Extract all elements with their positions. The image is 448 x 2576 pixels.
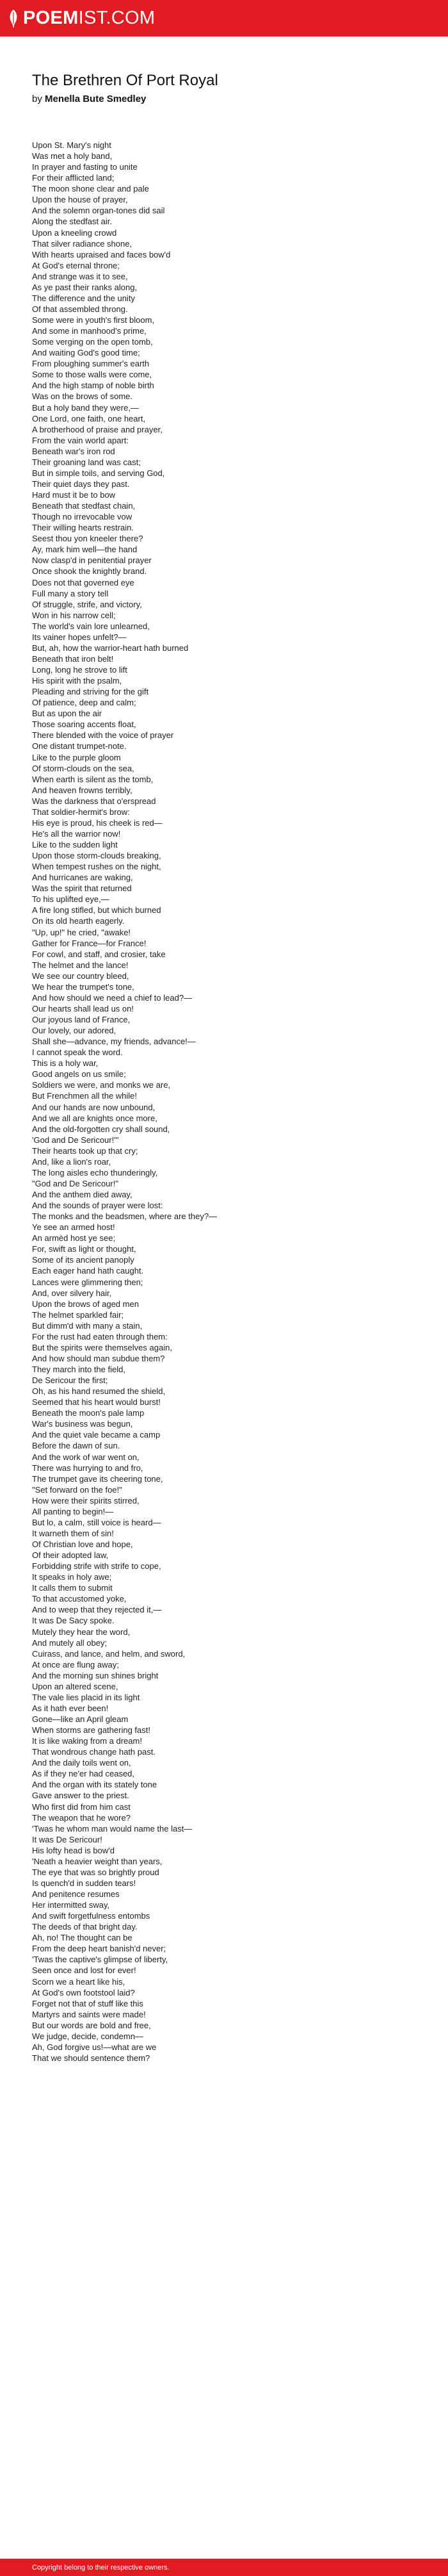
poem-line: An armèd host ye see; bbox=[32, 1233, 116, 1243]
site-footer bbox=[0, 2559, 448, 2576]
poem-line: Was on the brows of some. bbox=[32, 391, 133, 402]
poem-line: Does not that governed eye bbox=[32, 577, 134, 587]
poem-line: 'Twas the captive's glimpse of liberty, bbox=[32, 1955, 168, 1965]
poem-line: From the vain world apart: bbox=[32, 435, 129, 445]
poem-line: And the anthem died away, bbox=[32, 1190, 132, 1199]
poem-line: As if they ne'er had ceased, bbox=[32, 1769, 135, 1779]
poem-line: And our hands are now unbound, bbox=[32, 1102, 156, 1112]
poem-line: Now clasp'd in penitential prayer bbox=[32, 555, 152, 566]
poem-line: Gather for France—for France! bbox=[32, 938, 147, 948]
poem-line: Shall she—advance, my friends, advance!— bbox=[32, 1037, 196, 1047]
poem-line: Good angels on us smile; bbox=[32, 1069, 126, 1079]
poem-line: Though no irrevocable vow bbox=[32, 512, 132, 522]
poem-line: Mutely they hear the word, bbox=[32, 1627, 131, 1637]
poem-line: And, like a lion's roar, bbox=[32, 1156, 111, 1167]
poem-line: The helmet and the lance! bbox=[32, 960, 129, 970]
poem-line: Is quench'd in sudden tears! bbox=[32, 1878, 136, 1888]
poem-line: His lofty head is bow'd bbox=[32, 1845, 115, 1855]
poem-line: One distant trumpet-note. bbox=[32, 741, 127, 751]
poem-line: Some were in youth's first bloom, bbox=[32, 315, 155, 325]
poem-line: The vale lies placid in its light bbox=[32, 1692, 140, 1702]
byline-label: by bbox=[32, 94, 42, 104]
poem-line: And the organ with its stately tone bbox=[32, 1780, 157, 1790]
poem-line: That silver radiance shone, bbox=[32, 238, 132, 249]
poem-line: Gave answer to the priest. bbox=[32, 1791, 129, 1801]
poem-line: That wondrous change hath past. bbox=[32, 1747, 156, 1757]
poem-line: Full many a story tell bbox=[32, 588, 109, 598]
poem-line: Ah, no! The thought can be bbox=[32, 1933, 132, 1943]
poem-line: Gone—like an April gleam bbox=[32, 1714, 129, 1724]
logo-secondary-text: IST.COM bbox=[78, 8, 156, 28]
poem-line: From the deep heart banish'd never; bbox=[32, 1944, 166, 1954]
poem-line: For their afflicted land; bbox=[32, 173, 115, 183]
poem-line: Like to the sudden light bbox=[32, 840, 118, 849]
poem-line: Oh, as his hand resumed the shield, bbox=[32, 1386, 166, 1397]
poem-line: But the spirits were themselves again, bbox=[32, 1342, 172, 1352]
poem-title: The Brethren Of Port Royal bbox=[32, 72, 218, 89]
poem-line: And to weep that they rejected it,— bbox=[32, 1605, 162, 1615]
poem-line: Forget not that of stuff like this bbox=[32, 1998, 143, 2008]
poem-line: To his uplifted eye,— bbox=[32, 894, 109, 905]
poem-line: It warneth them of sin! bbox=[32, 1528, 114, 1538]
poem-line: Of that assembled throng. bbox=[32, 304, 128, 314]
poem-line: His spirit with the psalm, bbox=[32, 676, 122, 686]
poem-line: Hard must it be to bow bbox=[32, 490, 116, 500]
poem-line: Beneath the moon's pale lamp bbox=[32, 1408, 145, 1418]
poem-body bbox=[32, 140, 416, 2063]
poem-line: A brotherhood of praise and prayer, bbox=[32, 424, 163, 434]
poem-line: Some verging on the open tomb, bbox=[32, 337, 153, 347]
poem-line: But in simple toils, and serving God, bbox=[32, 468, 165, 478]
poem-line: It calls them to submit bbox=[32, 1583, 113, 1593]
poem-line: For the rust had eaten through them: bbox=[32, 1331, 168, 1341]
poem-line: Of patience, deep and calm; bbox=[32, 698, 136, 708]
poem-line: It was De Sericour! bbox=[32, 1834, 102, 1844]
poem-line: 'God and De Sericour!'" bbox=[32, 1135, 119, 1145]
poem-line: And the morning sun shines bright bbox=[32, 1670, 159, 1680]
poem-line: Who first did from him cast bbox=[32, 1801, 131, 1812]
poem-line: Ye see an armed host! bbox=[32, 1222, 115, 1233]
poem-line: Beneath war's iron rod bbox=[32, 446, 115, 456]
poem-line: Upon the brows of aged men bbox=[32, 1299, 139, 1309]
poem-line: The helmet sparkled fair; bbox=[32, 1309, 124, 1320]
poem-line: It was De Sacy spoke. bbox=[32, 1616, 115, 1626]
poem-line: 'Twas he whom man would name the last— bbox=[32, 1823, 193, 1834]
poem-line: The weapon that he wore? bbox=[32, 1812, 131, 1823]
poem-line: Long, long he strove to lift bbox=[32, 665, 127, 675]
poem-line: The moon shone clear and pale bbox=[32, 184, 149, 194]
poem-line: And the work of war went on, bbox=[32, 1452, 140, 1462]
poem-line: And swift forgetfulness entombs bbox=[32, 1911, 150, 1921]
poem-line: We judge, decide, condemn— bbox=[32, 2031, 143, 2041]
poem-line: And heaven frowns terribly, bbox=[32, 785, 132, 795]
poem-line: Seest thou yon kneeler there? bbox=[32, 534, 143, 544]
poem-line: On its old hearth eagerly. bbox=[32, 916, 125, 926]
poem-line: We hear the trumpet's tone, bbox=[32, 981, 134, 992]
poem-line: How were their spirits stirred, bbox=[32, 1495, 140, 1505]
poem-line: His eye is proud, his cheek is red— bbox=[32, 817, 163, 828]
poem-line: Won in his narrow cell; bbox=[32, 610, 116, 620]
poem-line: With hearts upraised and faces bow'd bbox=[32, 249, 171, 259]
poem-line: There was hurrying to and fro, bbox=[32, 1463, 143, 1473]
poem-line: They march into the field, bbox=[32, 1365, 125, 1374]
poem-line: Of their adopted law, bbox=[32, 1550, 109, 1561]
poem-line: Pleading and striving for the gift bbox=[32, 687, 149, 697]
poem-line: And some in manhood's prime, bbox=[32, 326, 147, 336]
poem-line: Like to the purple gloom bbox=[32, 752, 121, 762]
poem-line: For cowl, and staff, and crosier, take bbox=[32, 949, 166, 959]
poem-line: A fire long stifled, but which burned bbox=[32, 905, 161, 915]
poem-line: Along the stedfast air. bbox=[32, 217, 113, 227]
poem-line: That we should sentence them? bbox=[32, 2053, 150, 2063]
poem-line: And how should man subdue them? bbox=[32, 1353, 165, 1363]
poem-line: The trumpet gave its cheering tone, bbox=[32, 1473, 163, 1484]
poem-line: Upon St. Mary's night bbox=[32, 140, 111, 150]
poem-line: This is a holy war, bbox=[32, 1058, 99, 1069]
poem-line: Lances were glimmering then; bbox=[32, 1277, 143, 1287]
poem-line: I cannot speak the word. bbox=[32, 1047, 123, 1058]
poem-line: As ye past their ranks along, bbox=[32, 282, 138, 292]
poem-line: But Frenchmen all the while! bbox=[32, 1091, 138, 1101]
poem-line: Ay, mark him well—the hand bbox=[32, 545, 138, 555]
poem-line: There blended with the voice of prayer bbox=[32, 730, 174, 741]
poem-line: Our lovely, our adored, bbox=[32, 1026, 116, 1036]
poem-line: 'Neath a heavier weight than years, bbox=[32, 1856, 163, 1866]
poem-line: Forbidding strife with strife to cope, bbox=[32, 1561, 161, 1571]
poem-line: Our hearts shall lead us on! bbox=[32, 1003, 134, 1013]
poem-line: But our words are bold and free, bbox=[32, 2020, 151, 2030]
poem-line: Those soaring accents float, bbox=[32, 719, 136, 730]
poem-line: Its vainer hopes unfelt?— bbox=[32, 632, 127, 642]
poem-line: The long aisles echo thunderingly, bbox=[32, 1167, 158, 1177]
poem-line: And the quiet vale became a camp bbox=[32, 1430, 161, 1440]
poem-line: Cuirass, and lance, and helm, and sword, bbox=[32, 1648, 186, 1659]
poem-line: Upon an altered scene, bbox=[32, 1681, 118, 1691]
poem-line: The world's vain lore unlearned, bbox=[32, 621, 150, 631]
poem-line: And the old-forgotten cry shall sound, bbox=[32, 1124, 170, 1134]
author-link[interactable]: Menella Bute Smedley bbox=[45, 94, 147, 104]
poem-line: To that accustomed yoke, bbox=[32, 1594, 127, 1604]
poem-line: But a holy band they were,— bbox=[32, 402, 139, 413]
poem-line: From ploughing summer's earth bbox=[32, 359, 150, 369]
poem-line: Some to those walls were come, bbox=[32, 370, 152, 380]
poem-line: That soldier-hermit's brow: bbox=[32, 807, 130, 817]
poem-line: At God's own footstool laid? bbox=[32, 1987, 135, 1998]
logo-wordmark bbox=[23, 9, 155, 28]
poem-line: When storms are gathering fast! bbox=[32, 1725, 150, 1735]
poem-line: Was the spirit that returned bbox=[32, 883, 132, 894]
poem-line: Their groaning land was cast; bbox=[32, 457, 141, 467]
poem-line: As it hath ever been! bbox=[32, 1703, 109, 1713]
poem-line: Of Christian love and hope, bbox=[32, 1539, 133, 1549]
poem-line: And mutely all obey; bbox=[32, 1637, 108, 1648]
site-logo-link[interactable] bbox=[8, 9, 155, 28]
poem-line: "Up, up!" he cried, "awake! bbox=[32, 927, 131, 937]
poem-line: And the daily toils went on, bbox=[32, 1758, 131, 1768]
poem-line: The deeds of that bright day. bbox=[32, 1922, 138, 1932]
poem-line: We see our country bleed, bbox=[32, 971, 129, 981]
poem-byline bbox=[32, 94, 146, 104]
poem-line: But, ah, how the warrior-heart hath burned bbox=[32, 643, 189, 653]
poem-line: And, over silvery hair, bbox=[32, 1288, 112, 1298]
poem-line: But dimm'd with many a stain, bbox=[32, 1320, 143, 1331]
poem-line: Seen once and lost for ever! bbox=[32, 1965, 136, 1976]
poem-line: Their willing hearts restrain. bbox=[32, 523, 134, 533]
poem-line: One Lord, one faith, one heart, bbox=[32, 413, 146, 423]
poem-line: For, swift as light or thought, bbox=[32, 1244, 136, 1254]
poem-line: But as upon the air bbox=[32, 709, 102, 719]
poem-line: And waiting God's good time; bbox=[32, 348, 140, 358]
poem-line: "God and De Sericour!" bbox=[32, 1178, 118, 1188]
poem-line: Our joyous land of France, bbox=[32, 1015, 131, 1024]
logo-primary-text: POEM bbox=[23, 8, 79, 28]
poem-line: The monks and the beadsmen, where are they?— bbox=[32, 1211, 218, 1222]
poem-line: Beneath that iron belt! bbox=[32, 653, 114, 664]
poem-line: Beneath that stedfast chain, bbox=[32, 501, 136, 511]
poem-line: Seemed that his heart would burst! bbox=[32, 1397, 161, 1407]
poem-line: Some of its ancient panoply bbox=[32, 1255, 134, 1265]
poem-line: And hurricanes are waking, bbox=[32, 873, 133, 883]
poem-line: And we all are knights once more, bbox=[32, 1113, 157, 1123]
poem-line: Upon those storm-clouds breaking, bbox=[32, 851, 161, 861]
poem-line: The difference and the unity bbox=[32, 293, 135, 303]
copyright-text: Copyright belong to their respective owners. bbox=[32, 2563, 170, 2572]
poem-line: At God's eternal throne; bbox=[32, 260, 120, 270]
poem-line: Ah, God forgive us!—what are we bbox=[32, 2042, 157, 2052]
poem-line: It is like waking from a dream! bbox=[32, 1736, 142, 1746]
poem-line: The eye that was so brightly proud bbox=[32, 1867, 159, 1877]
poem-line: And how should we need a chief to lead?— bbox=[32, 992, 193, 1003]
site-header bbox=[0, 0, 448, 37]
poem-line: Once shook the knightly brand. bbox=[32, 566, 147, 577]
poem-line: Each eager hand hath caught. bbox=[32, 1266, 144, 1276]
poem-line: War's business was begun, bbox=[32, 1419, 133, 1429]
poem-line: Martyrs and saints were made! bbox=[32, 2009, 146, 2019]
poem-line: Soldiers we were, and monks we are, bbox=[32, 1080, 171, 1090]
poem-line: Upon a kneeling crowd bbox=[32, 227, 117, 238]
poem-line: But lo, a calm, still voice is heard— bbox=[32, 1517, 161, 1527]
poem-line: And the high stamp of noble birth bbox=[32, 381, 154, 391]
poem-line: Of struggle, strife, and victory, bbox=[32, 599, 142, 609]
poem-line: And the solemn organ-tones did sail bbox=[32, 206, 165, 216]
poem-line: When tempest rushes on the night, bbox=[32, 862, 161, 872]
poem-line: De Sericour the first; bbox=[32, 1375, 108, 1386]
poem-line: And the sounds of prayer were lost: bbox=[32, 1201, 163, 1211]
poem-line: Was the darkness that o'erspread bbox=[32, 796, 156, 806]
poem-line: Their quiet days they past. bbox=[32, 479, 130, 489]
poem-line: It speaks in holy awe; bbox=[32, 1572, 112, 1582]
poem-line: Before the dawn of sun. bbox=[32, 1441, 120, 1451]
poem-line: In prayer and fasting to unite bbox=[32, 162, 138, 172]
poem-line: He's all the warrior now! bbox=[32, 828, 121, 839]
quill-pen-icon bbox=[8, 9, 19, 28]
poem-line: Was met a holy band, bbox=[32, 151, 113, 161]
poem-line: When earth is silent as the tomb, bbox=[32, 774, 154, 784]
poem-line: At once are flung away; bbox=[32, 1659, 119, 1669]
poem-line: Upon the house of prayer, bbox=[32, 195, 128, 205]
poem-line: Of storm-clouds on the sea, bbox=[32, 763, 134, 773]
poem-line: And strange was it to see, bbox=[32, 271, 128, 281]
poem-line: Scorn we a heart like his, bbox=[32, 1976, 125, 1987]
poem-line: All panting to begin!— bbox=[32, 1506, 114, 1516]
poem-line: "Set forward on the foe!" bbox=[32, 1484, 122, 1495]
poem-line: Her intermitted sway, bbox=[32, 1900, 110, 1910]
poem-line: And penitence resumes bbox=[32, 1889, 120, 1899]
poem-line: Their hearts took up that cry; bbox=[32, 1145, 138, 1156]
